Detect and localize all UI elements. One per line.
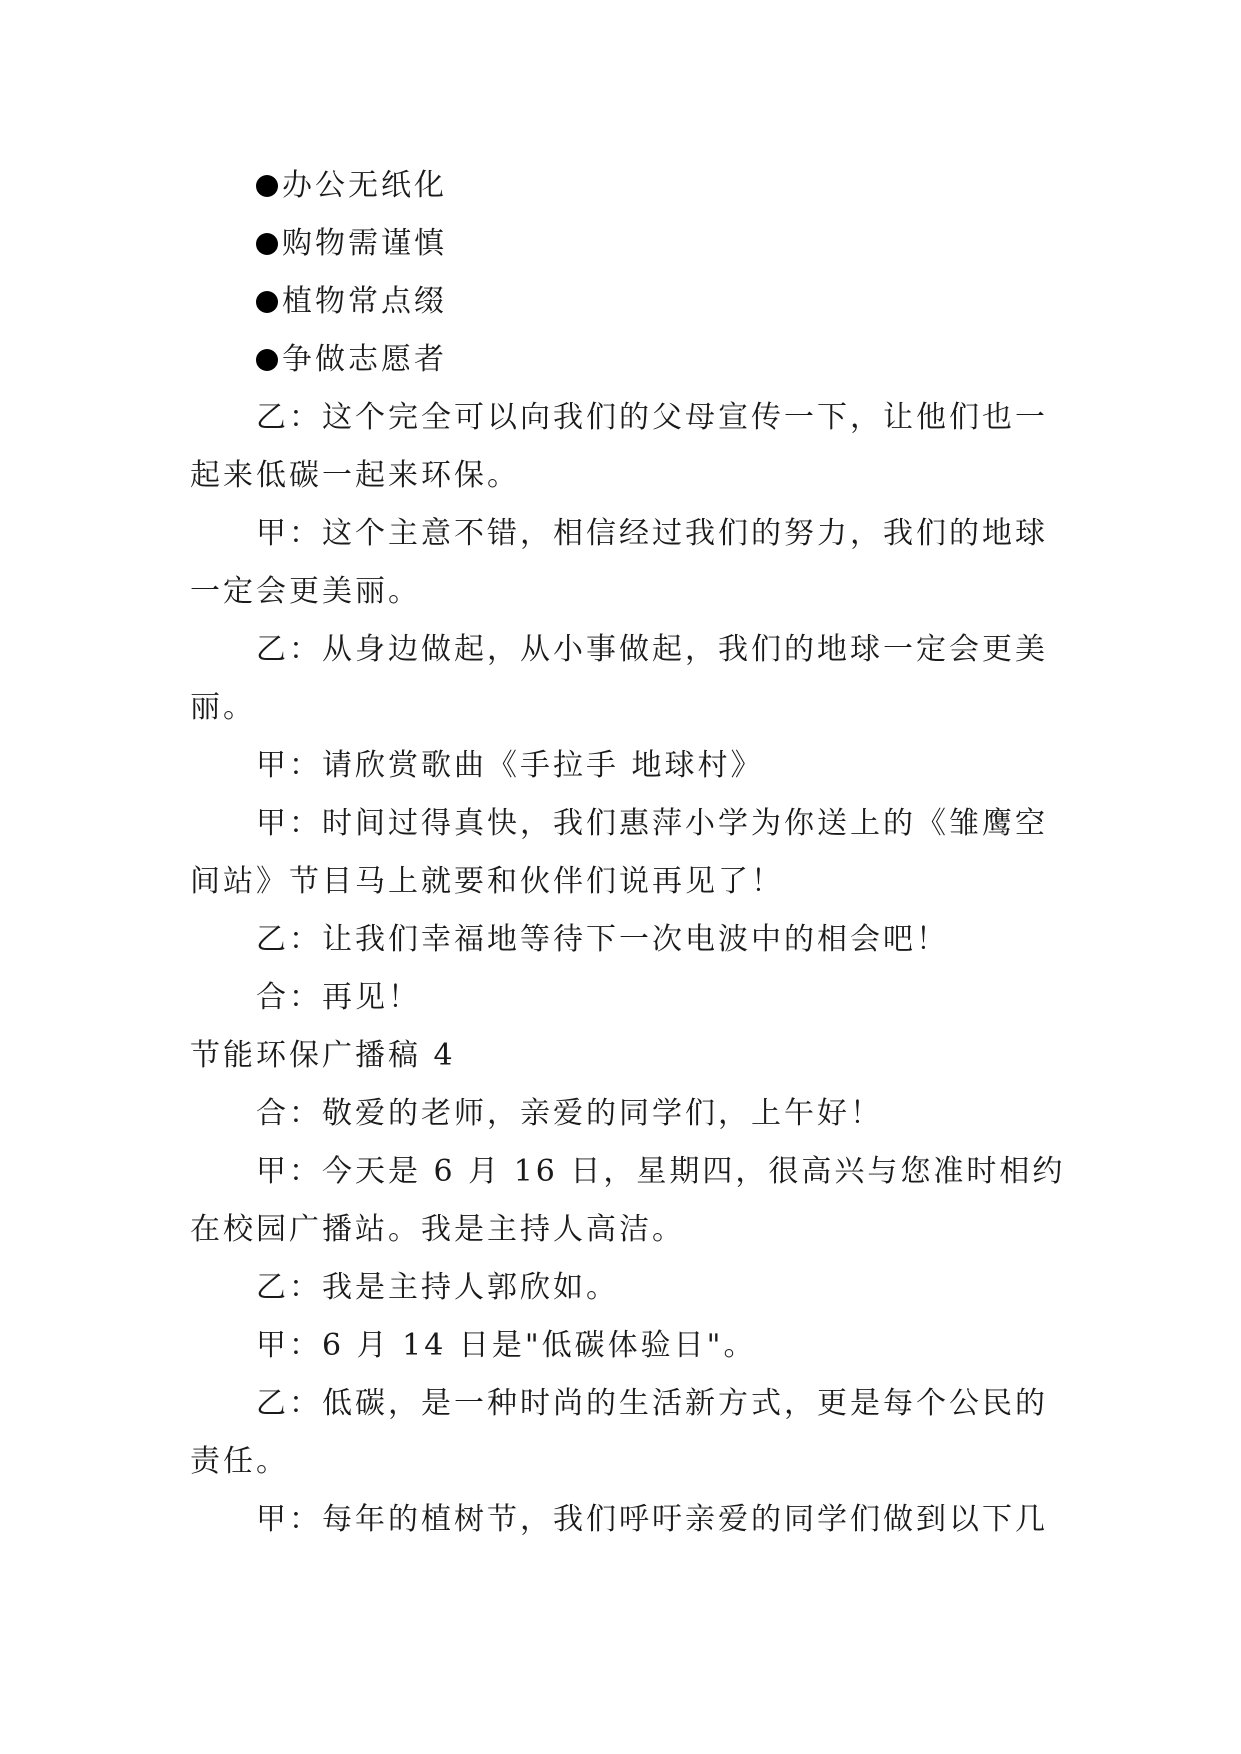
dialogue-continuation: 起来低碳一起来环保。 (190, 458, 520, 493)
dialogue-line: 甲：6 月 14 日是"低碳体验日"。 (256, 1328, 757, 1363)
dialogue-continuation: 责任。 (190, 1444, 289, 1479)
dialogue-line: 合：敬爱的老师，亲爱的同学们，上午好！ (256, 1096, 883, 1131)
dialogue-continuation: 丽。 (190, 690, 256, 725)
bullet-text: 植物常点缀 (282, 284, 447, 319)
dialogue-line: 甲：请欣赏歌曲《手拉手 地球村》 (256, 748, 764, 783)
dialogue-line: 乙：这个完全可以向我们的父母宣传一下，让他们也一 (256, 400, 1048, 435)
dialogue-line: 甲：每年的植树节，我们呼吁亲爱的同学们做到以下几 (256, 1502, 1048, 1537)
dialogue-line: 乙：让我们幸福地等待下一次电波中的相会吧！ (256, 922, 949, 957)
bullet-text: 办公无纸化 (282, 168, 447, 203)
bullet-item (190, 273, 1050, 331)
dialogue-line: 乙：从身边做起，从小事做起，我们的地球一定会更美 (256, 632, 1048, 667)
bullet-item (190, 215, 1050, 273)
dialogue-continuation: 在校园广播站。我是主持人高洁。 (190, 1212, 685, 1247)
bullet-icon (256, 349, 278, 371)
section-heading: 节能环保广播稿 4 (190, 1038, 456, 1073)
dialogue-line: 甲：这个主意不错，相信经过我们的努力，我们的地球 (256, 516, 1048, 551)
bullet-icon (256, 291, 278, 313)
bullet-icon (256, 175, 278, 197)
dialogue-line: 乙：我是主持人郭欣如。 (256, 1270, 619, 1305)
bullet-item (190, 331, 1050, 389)
dialogue-line: 甲：时间过得真快，我们惠萍小学为你送上的《雏鹰空 (256, 806, 1048, 841)
bullet-icon (256, 233, 278, 255)
dialogue-line: 合：再见！ (256, 980, 421, 1015)
dialogue-line: 甲：今天是 6 月 16 日，星期四，很高兴与您准时相约 (256, 1154, 1066, 1189)
dialogue-line: 乙：低碳，是一种时尚的生活新方式，更是每个公民的 (256, 1386, 1048, 1421)
dialogue-continuation: 间站》节目马上就要和伙伴们说再见了！ (190, 864, 784, 899)
dialogue-continuation: 一定会更美丽。 (190, 574, 421, 609)
bullet-text: 购物需谨慎 (282, 226, 447, 261)
bullet-item (190, 157, 1050, 215)
bullet-text: 争做志愿者 (282, 342, 447, 377)
document-body (190, 157, 1066, 1549)
